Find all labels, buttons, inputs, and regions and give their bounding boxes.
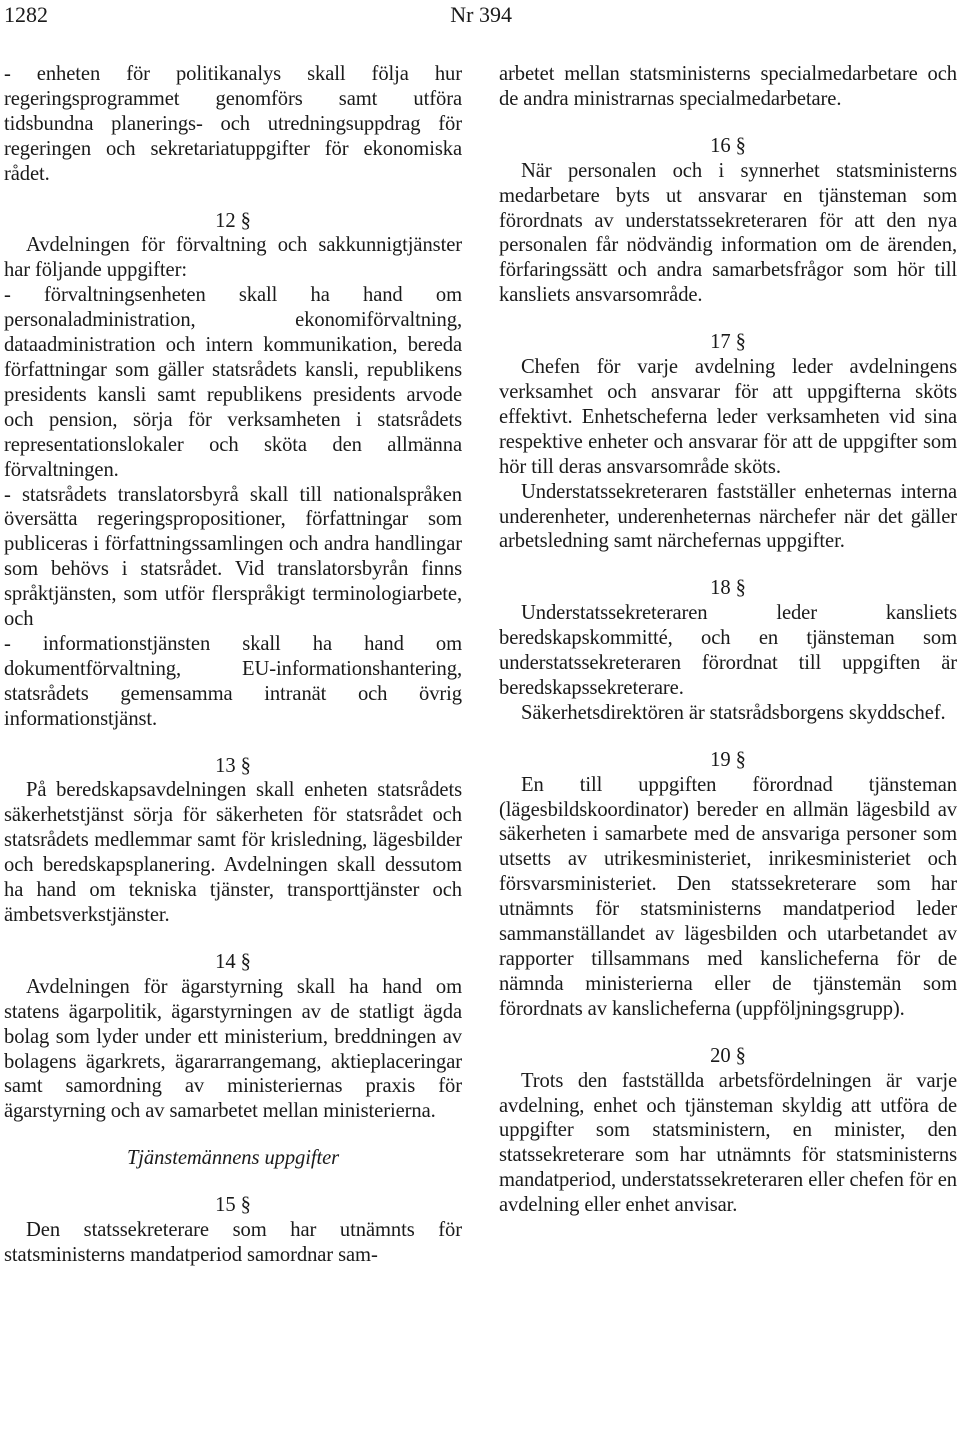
chapter-title: Tjänstemännens uppgifter [126, 1147, 340, 1170]
section-heading: 18 § [710, 577, 746, 600]
paragraph: Avdelningen för förvaltning och sakkunnigtjänster har följande uppgifter: [4, 234, 462, 282]
paragraph: - enheten för politikanalys skall följa hur regeringsprogrammet genomförs samt utföra tidsbundna planerings- och utredningsuppdrag för regeringen och sekretariatuppgifter för ekonomiska rådet. [4, 63, 462, 185]
right-column [499, 62, 957, 1218]
paragraph: När personalen och i synnerhet statsministerns medarbetare byts ut ansvarar en tjänsteman som förordnats av understatssekreteraren för att den nya personalen får nödvändig information om de ärenden, förfaringssätt och andra samarbetsfrågor som hör till kansliets ansvarsområde. [499, 159, 957, 307]
section-heading: 12 § [215, 209, 251, 232]
page-header [4, 2, 512, 32]
paragraph: arbetet mellan statsministerns specialmedarbetare och de andra ministrarnas specialmedarbetare. [499, 63, 957, 110]
section-heading: 13 § [215, 754, 251, 777]
paragraph: - statsrådets translatorsbyrå skall till nationalspråken översätta regeringspropositioner, författningar som publiceras i författningssamlingen och andra handlingar som behövs i statsrådet. Vid translatorsbyrån finns språktjänsten, som utför flerspråkigt terminologiarbete, och [4, 483, 462, 631]
paragraph: - informationstjänsten skall ha hand om dokumentförvaltning, EU-informationshantering, statsrådets gemensamma intranät och övrig informationstjänst. [4, 632, 462, 730]
section-heading: 20 § [710, 1044, 746, 1067]
paragraph: - förvaltningsenheten skall ha hand om personaladministration, ekonomiförvaltning, dataadministration och intern kommunikation, bereda författningar som gäller statsrådets kansli, republikens presidents kansli samt republikens presidents arvode och pension, sörja för verksamheten i statsrådets representationslokaler och sköta den allmänna förvaltningen. [4, 284, 462, 481]
page-number: 1282 [4, 2, 48, 27]
paragraph: Avdelningen för ägarstyrning skall ha hand om statens ägarpolitik, ägarstyrningen av de statligt ägda bolag som lyder under ett ministerium, breddningen av bolagens ägarkrets, ägararrangemang, aktieplaceringar samt samordning av ministeriernas praxis för ägarstyrning och av samarbetet mellan ministerierna. [4, 975, 462, 1123]
section-heading: 14 § [215, 950, 251, 973]
section-heading: 16 § [710, 134, 746, 157]
paragraph: Chefen för varje avdelning leder avdelningens verksamhet och ansvarar för att uppgifterna sköts effektivt. Enhetscheferna leder verksamheten vid sina respektive enheter och ansvarar för att de uppgifter som hör till deras ansvarsområde sköts. [499, 356, 957, 478]
section-heading: 19 § [710, 748, 746, 771]
paragraph: Understatssekreteraren fastställer enheternas interna underenheter, underenheternas närchefer när det gäller arbetsledning samt närchefernas uppgifter. [499, 480, 957, 553]
paragraph: På beredskapsavdelningen skall enheten statsrådets säkerhetstjänst sörja för säkerheten för statsrådet och statsrådets medlemmar samt för krisledning, lägesbilder och beredskapsplanering. Avdelningen skall dessutom ha hand om tekniska tjänster, transporttjänster och ämbetsverkstjänster. [4, 779, 462, 926]
left-column [4, 62, 462, 1268]
paragraph: Understatssekreteraren leder kansliets beredskapskommitté, och en tjänsteman som understatssekreteraren förordnat till uppgiften är beredskapssekreterare. [499, 602, 957, 699]
section-heading: 17 § [710, 331, 746, 354]
document-number: Nr 394 [450, 2, 512, 27]
paragraph: En till uppgiften förordnad tjänsteman (lägesbildskoordinator) bereder en allmän lägesbild av säkerheten i samarbete med de ansvariga personer som utsetts av utrikesministeriet, inrikesministeriet och försvarsministeriet. Den statssekreterare som har utnämnts för statsministerns mandatperiod leder sammanställandet av lägesbilden och utarbetandet av rapporter tillsammans med kanslicheferna för de nämnda ministerierna eller de tjänstemän som förordnats av kanslicheferna (uppföljningsgrupp). [499, 773, 957, 1020]
paragraph: Den statssekreterare som har utnämnts för statsministerns mandatperiod samordnar sam- [4, 1219, 462, 1266]
paragraph: Säkerhetsdirektören är statsrådsborgens skyddschef. [521, 701, 946, 724]
section-heading: 15 § [215, 1194, 251, 1217]
paragraph: Trots den fastställda arbetsfördelningen är varje avdelning, enhet och tjänsteman skyldig att utföra de uppgifter som statsministern, en minister, den statssekreterare som har utnämnts för statsministerns mandatperiod, understatssekreteraren eller chefen för en avdelning eller enhet anvisar. [499, 1069, 957, 1217]
